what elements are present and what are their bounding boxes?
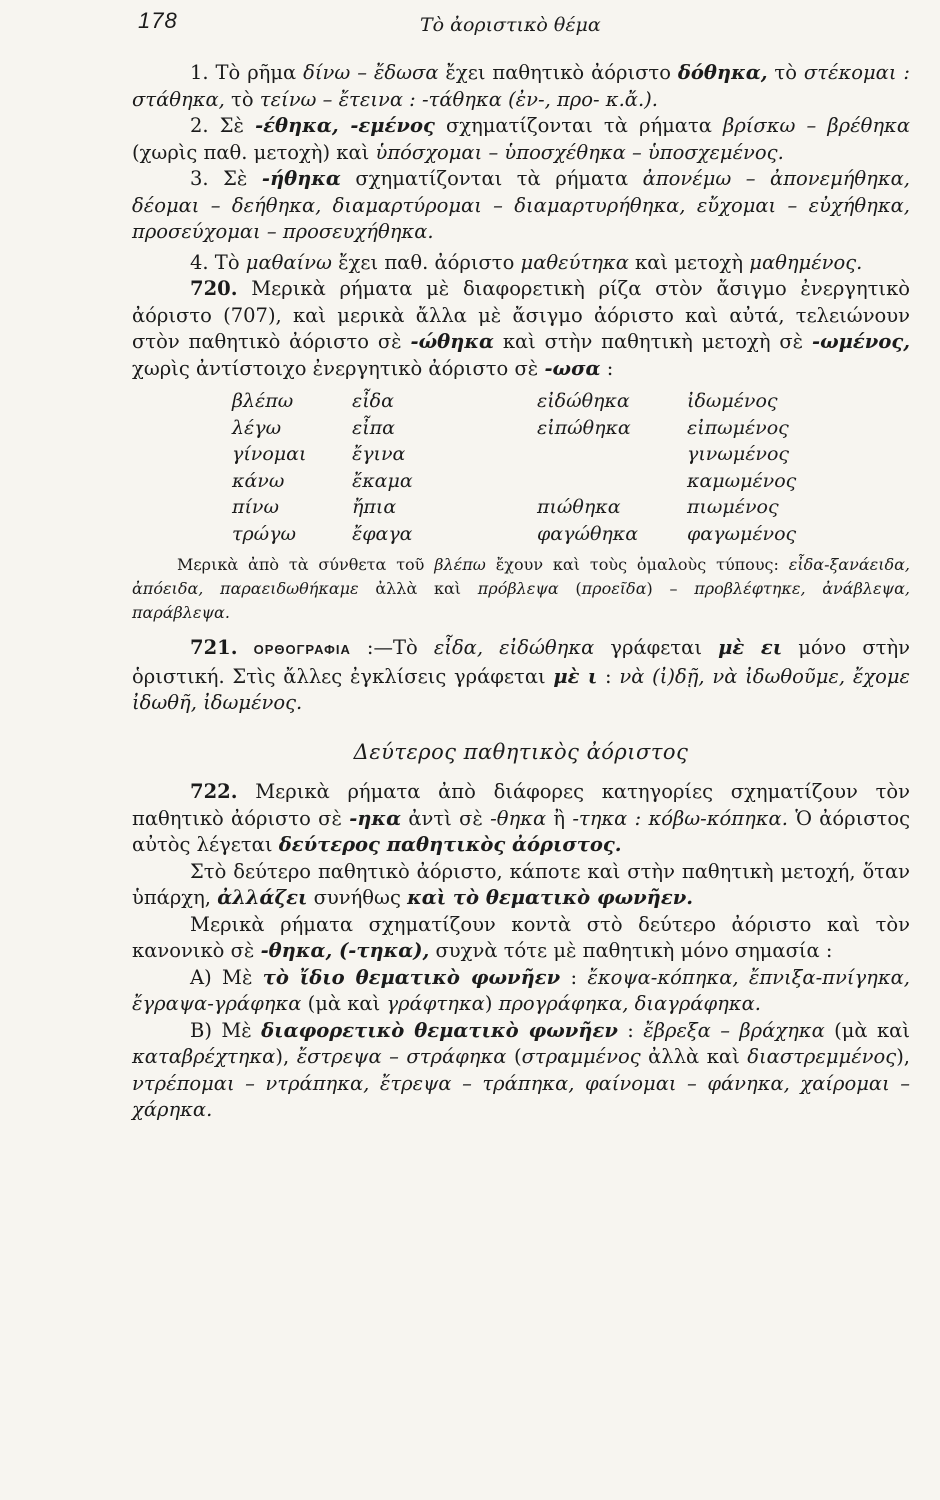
section-heading: Δεύτερος παθητικὸς ἀόριστος [353,739,689,764]
item-4: 4. Τὸ μαθαίνω ἔχει παθ. ἀόριστο μαθεύτηκα καὶ μετοχὴ μαθημένος. [190,250,863,274]
section-722: 722. Μερικὰ ρήματα ἀπὸ διάφορες κατηγορίες σχηματίζουν τὸν παθητικὸ ἀόριστο σὲ -ηκα ἀντὶ σὲ -θηκα ἢ -τηκα : κόβω-κόπηκα. Ὁ ἀόριστος αὐτὸς λέγεται δεύτερος παθητικὸς ἀόριστος. [132,780,910,856]
section-720-note: Μερικὰ ἀπὸ τὰ σύνθετα τοῦ βλέπω ἔχουν καὶ τοὺς ὁμαλοὺς τύπους: εἶδα-ξανάειδα, ἀπόειδα, παραειδωθήκαμε ἀλλὰ καὶ πρόβλεψα (προεῖδα) – προβλέφτηκε, ἀνάβλεψα, παράβλεψα. [132,555,911,622]
paragraph-theme-vowel: Στὸ δεύτερο παθητικὸ ἀόριστο, κάποτε καὶ στὴν παθητικὴ μετοχή, ὅταν ὑπάρχη, ἀλλάζει συνήθως καὶ τὸ θεματικὸ φωνῆεν. [132,859,910,909]
paragraph-b: Β) Μὲ διαφορετικὸ θεματικὸ φωνῆεν : ἔβρεξα – βράχηκα (μὰ καὶ καταβρέχτηκα), ἔστρεψα – στράφηκα (στραμμένος ἀλλὰ καὶ διαστρεμμένος), ντρέπομαι – ντράπηκα, ἔτρεψα – τράπηκα, φαίνομαι – φάνηκα, χαίρομαι – χάρηκα. [132,1018,910,1121]
paragraph-a: Α) Μὲ τὸ ἴδιο θεματικὸ φωνῆεν : ἔκοψα-κόπηκα, ἔπνιξα-πνίγηκα, ἔγραψα-γράφηκα (μὰ καὶ γράφτηκα) προγράφηκα, διαγράφηκα. [132,965,910,1015]
item-3: 3. Σὲ -ήθηκα σχηματίζονται τὰ ρήματα ἀπονέμω – ἀπονεμήθηκα, δέομαι – δεήθηκα, διαμαρτύρομαι – διαμαρτυρήθηκα, εὔχομαι – εὐχήθηκα, προσεύχομαι – προσευχήθηκα. [132,167,911,243]
table-row: πίνω ἤπια πιώθηκα πιωμένος [232,496,779,518]
paragraph-double-aorist: Μερικὰ ρήματα σχηματίζουν κοντὰ στὸ δεύτερο ἀόριστο καὶ τὸν κανονικὸ σὲ -θηκα, (-τηκα), συχνὰ τότε μὲ παθητικὴ μόνο σημασία : [132,912,910,962]
table-row: λέγω εἶπα εἰπώθηκα εἰπωμένος [232,416,789,439]
verb-forms-table [232,388,796,547]
item-1: 1. Τὸ ρῆμα δίνω – ἔδωσα ἔχει παθητικὸ ἀόριστο δόθηκα, τὸ στέκομαι : στάθηκα, τὸ τείνω – ἔτεινα : -τάθηκα (ἐν-, προ- κ.ἄ.). [132,61,910,111]
running-title: Τὸ ἀοριστικὸ θέμα [420,14,601,36]
item-2: 2. Σὲ -έθηκα, -εμένος σχηματίζονται τὰ ρήματα βρίσκω – βρέθηκα (χωρὶς παθ. μετοχὴ) καὶ ὑπόσχομαι – ὑποσχέθηκα – ὑποσχεμένος. [132,114,910,164]
table-row: γίνομαι ἔγινα γινωμένος [232,443,790,465]
section-721: 721. ΟΡΘΟΓΡΑΦΙΑ :—Τὸ εἶδα, εἰδώθηκα γράφεται μὲ ει μόνο στὴν ὁριστική. Στὶς ἄλλες ἐγκλίσεις γράφεται μὲ ι : νὰ (ἰ)δῇ, νὰ ἰδωθοῦμε, ἔχομε ἰδωθῆ, ἰδωμένος. [132,636,911,714]
table-row: βλέπω εἶδα εἰδώθηκα ἰδωμένος [232,390,778,412]
page-body [132,60,910,1124]
page-number: 178 [138,8,178,33]
table-row: κάνω ἔκαμα καμωμένος [232,469,797,492]
section-720: 720. Μερικὰ ρήματα μὲ διαφορετικὴ ρίζα στὸν ἄσιγμο ἐνεργητικὸ ἀόριστο (707), καὶ μερικὰ ἄλλα μὲ ἄσιγμο ἀόριστο καὶ αὐτά, τελειώνουν στὸν παθητικὸ ἀόριστο σὲ -ώθηκα καὶ στὴν παθητικὴ μετοχὴ σὲ -ωμένος, χωρὶς ἀντίστοιχο ἐνεργητικὸ ἀόριστο σὲ -ωσα : [132,277,910,380]
table-row: τρώγω ἔφαγα φαγώθηκα φαγωμένος [232,522,797,545]
